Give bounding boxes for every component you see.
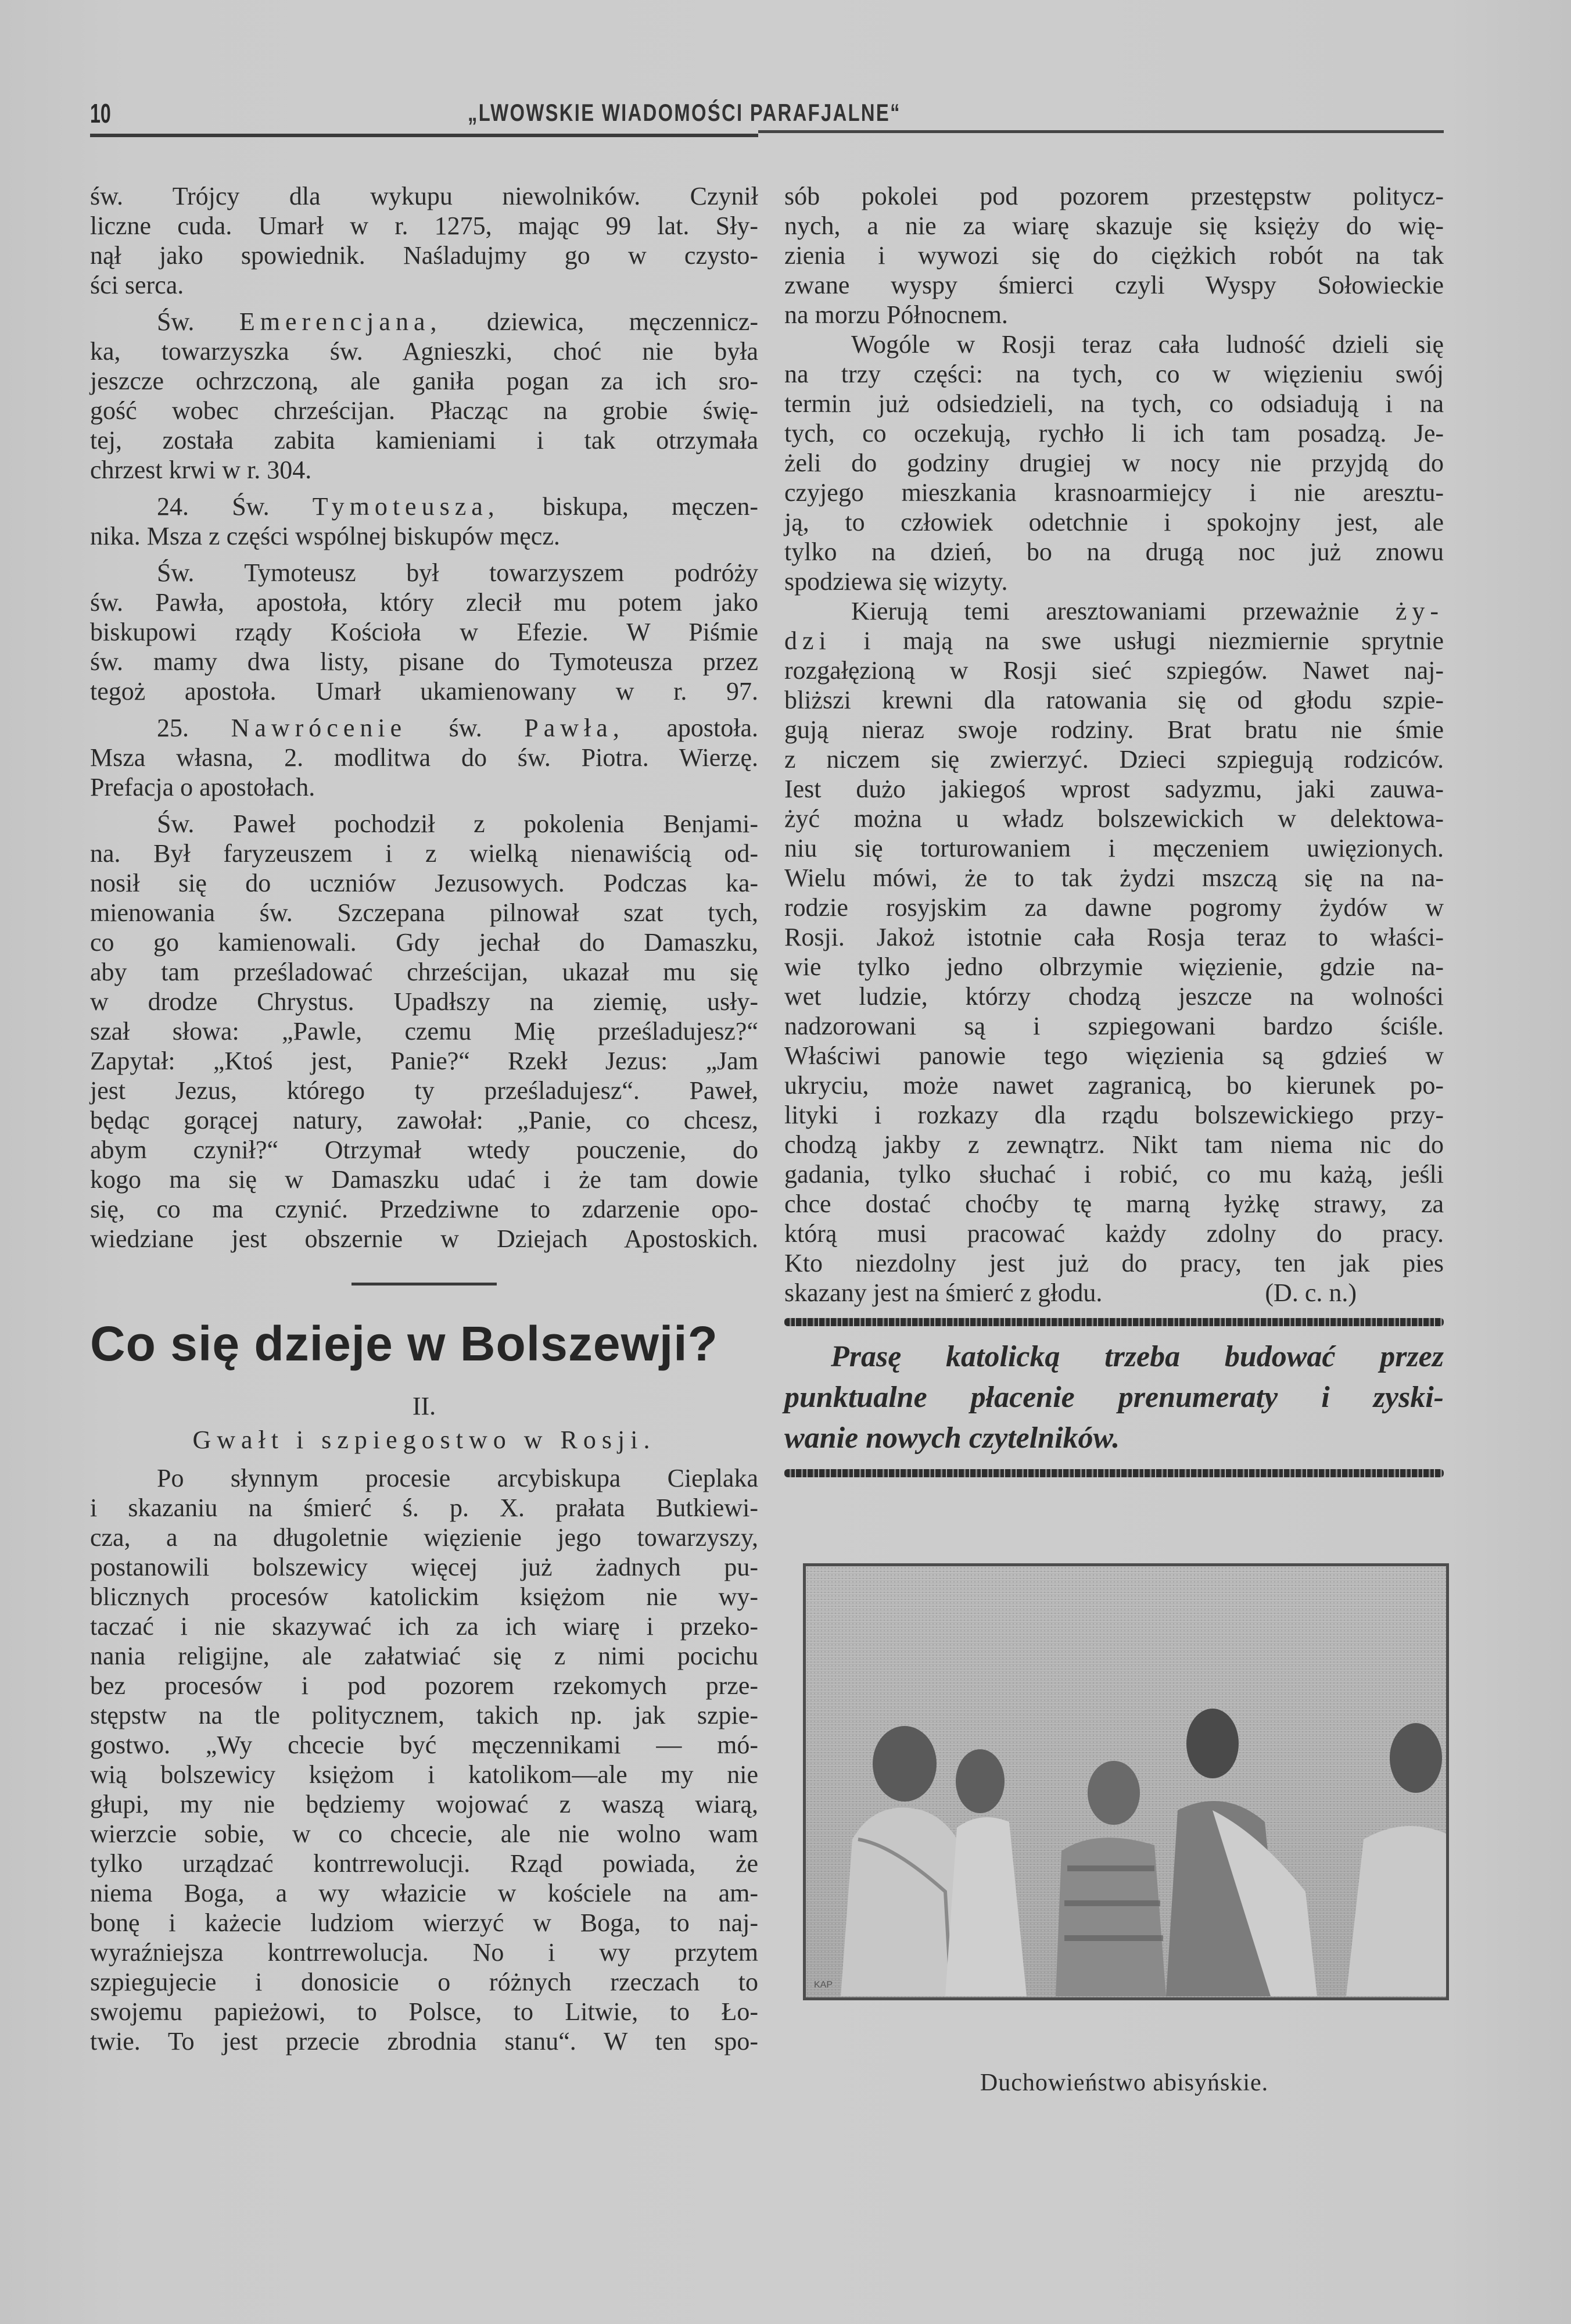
text-line: jeszcze ochrzczoną, ale ganiła pogan za ich sro- — [90, 367, 758, 395]
article-body-right-p3 — [784, 596, 1444, 1308]
text-line: swojemu papieżowi, to Polsce, to Litwie, to Ło- — [90, 1997, 758, 2026]
text-line: niema Boga, a wy włazicie w kościele na am- — [90, 1879, 758, 1907]
right-column — [784, 181, 1444, 1488]
article-subtitle: Gwałt i szpiegostwo w Rosji. — [192, 1426, 656, 1454]
saint-name-spaced: Emerencjana, — [239, 307, 442, 336]
text-line: i skazaniu na śmierć ś. p. X. prałata Butkiewi- — [90, 1494, 758, 1522]
header-rule-left — [90, 134, 758, 137]
text-line: termin już odsiedzieli, na tych, co odsiadują i na — [784, 389, 1444, 418]
article-part-number: II. — [412, 1392, 436, 1420]
text-line: nosił się do uczniów Jezusowych. Podczas ka- — [90, 869, 758, 897]
text-line: punktualne płacenie prenumeraty i zyski- — [784, 1381, 1444, 1414]
text-line: wyraźniejsza kontrrewolucja. No i wy przytem — [90, 1938, 758, 1967]
text-line: wie tylko jedno olbrzymie więzienie, gdzie na- — [784, 952, 1444, 981]
photo-credit: KAP — [814, 1980, 833, 1990]
text-line: taczać i nie skazywać ich za ich wiarę i przeko- — [90, 1612, 758, 1641]
text-line: szpiegujecie i donosicie o różnych rzeczach to — [90, 1968, 758, 1996]
text-line: Św. Paweł pochodził z pokolenia Benjami- — [157, 810, 758, 838]
text-line: blicznych procesów katolickim księżom nie wy- — [90, 1582, 758, 1611]
text-line: będąc gorącej natury, zawołał: „Panie, co chcesz, — [90, 1106, 758, 1134]
text-line: na trzy części: na tych, co w więzieniu swój — [784, 360, 1444, 388]
text-line: nania religijne, ale załatwiać się z nimi pocichu — [90, 1642, 758, 1670]
text-line: chrzest krwi w r. 304. — [90, 456, 312, 484]
text-line: z niczem się zwierzyć. Dzieci szpiegują rodziców. — [784, 745, 1444, 774]
text-line: 24. Św. Tymoteusza, biskupa, męczen- — [157, 492, 759, 521]
feast-name-spaced: Nawrócenie — [231, 714, 407, 742]
text-line: bez procesów i pod pozorem rzekomych prze- — [90, 1671, 758, 1700]
text-line: wią bolszewicy księżom i katolikom—ale my nie — [90, 1760, 758, 1789]
text-line: postanowili bolszewicy więcej już żadnych pu- — [90, 1553, 758, 1581]
paragraph-st-piotr-nolasco-end — [90, 181, 758, 300]
text-line: św. Pawła, apostoła, który zlecił mu potem jako — [90, 588, 758, 617]
text-line: Zapytał: „Ktoś jest, Panie?“ Rzekł Jezus: „Jam — [90, 1047, 758, 1075]
text-line: ka, towarzyszka św. Agnieszki, choć nie była — [90, 337, 758, 366]
text-line: Wogóle w Rosji teraz cała ludność dzieli się — [851, 330, 1444, 359]
text-line: Właściwi panowie tego więzienia są gdzieś w — [784, 1041, 1444, 1070]
text-line: Prefacja o apostołach. — [90, 773, 315, 801]
paragraph-24-st-tymoteusz — [90, 492, 758, 551]
text-line: spodziewa się wizyty. — [784, 567, 1008, 596]
photo-abyssinian-clergy — [803, 1563, 1449, 2000]
text-line: 25. Nawrócenie św. Pawła, apostoła. — [157, 714, 759, 742]
paragraph-25-conversion-of-paul — [90, 713, 758, 802]
article-body-left — [90, 1463, 758, 2056]
text-line: chce dostać choćby tę marną łyżkę strawy, za — [784, 1190, 1444, 1218]
text-line: niu się torturowaniem i męczeniem uwięzionych. — [784, 834, 1444, 862]
text-line: co go kamienowali. Gdy jechał do Damaszku, — [90, 928, 758, 957]
ornamental-rule-top — [784, 1318, 1444, 1326]
text-line: ści serca. — [90, 271, 184, 299]
text-line: tegoż apostoła. Umarł ukamienowany w r. 97. — [90, 677, 758, 706]
text-line: Iest dużo jakiegoś wprost sadyzmu, jaki zauwa- — [784, 775, 1444, 803]
halftone-photo-figures — [806, 1566, 1446, 1997]
text-line: dzi i mają na swe usługi niezmiernie sprytnie — [784, 626, 1444, 655]
text-line: rodzie rosyjskim za dawne pogromy żydów w — [784, 893, 1444, 922]
paragraph-st-emerencjana — [90, 307, 758, 485]
text-line: Prasę katolicką trzeba budować przez — [831, 1340, 1444, 1373]
text-line: stępstw na tle politycznem, takich np. jak szpie- — [90, 1701, 758, 1729]
text-line: się, co ma czynić. Przedziwne to zdarzenie opo- — [90, 1195, 758, 1223]
text-line: tej, została zabita kamieniami i tak otrzymała — [90, 426, 758, 454]
text-line: na morzu Północnem. — [784, 300, 1008, 329]
text-line: sób pokolei pod pozorem przestępstw politycz- — [784, 182, 1444, 210]
section-divider — [351, 1283, 497, 1285]
text-line: czyjego mieszkania krasnoarmiejcy i nie aresztu- — [784, 478, 1444, 507]
text-line: Kierują temi aresztowaniami przeważnie ży- — [851, 597, 1444, 625]
text-line: zienia i wywozi się do ciężkich robót na tak — [784, 241, 1444, 270]
text-line: tych, co oczekują, rychło li ich tam posadzą. Je- — [784, 419, 1444, 447]
subscription-appeal — [784, 1337, 1444, 1459]
text-line: jest Jezus, którego ty prześladujesz“. Paweł, — [90, 1076, 758, 1105]
article-body-right-p1 — [784, 181, 1444, 330]
text-line: ukryciu, może nawet zagranicą, bo kierunek po- — [784, 1071, 1444, 1100]
text-line: cza, a na długoletnie więzienie jego towarzyszy, — [90, 1523, 758, 1552]
text-line: wierzcie sobie, w co chcecie, ale nie wolno wam — [90, 1820, 758, 1848]
text-line: bonę i każecie ludziom wierzyć w Boga, to naj- — [90, 1908, 758, 1937]
text-line: św. Trójcy dla wykupu niewolników. Czynił — [90, 182, 758, 210]
text-line: skazany jest na śmierć z głodu. (D. c. n.) — [784, 1279, 1357, 1307]
text-line: aby tam prześladować chrześcijan, ukazał mu się — [90, 958, 758, 986]
text-line: lityki i rozkazy dla rządu bolszewickiego przy- — [784, 1101, 1444, 1129]
text-line: mienowania św. Szczepana pilnował szat tych, — [90, 898, 758, 927]
text-line: liczne cuda. Umarł w r. 1275, mając 99 lat. Sły- — [90, 212, 758, 240]
text-line: szał słowa: „Pawle, czemu Mię prześladujesz?“ — [90, 1017, 758, 1045]
text-line: Św. Tymoteusz był towarzyszem podróży — [157, 558, 758, 587]
text-line: tylko na dzień, bo na drugą noc już znowu — [784, 538, 1444, 566]
photo-caption: Duchowieństwo abisyńskie. — [980, 2069, 1269, 2096]
text-line: twie. To jest przecie zbrodnia stanu“. W ten spo- — [90, 2027, 758, 2056]
text-line: Po słynnym procesie arcybiskupa Cieplaka — [157, 1464, 758, 1492]
page-number: 10 — [90, 98, 111, 128]
text-line: ją, to człowiek odetchnie i spokojny jest, ale — [784, 508, 1444, 536]
text-line: Msza własna, 2. modlitwa do św. Piotra. Wierzę. — [90, 743, 758, 772]
text-line: biskupowi rządy Kościoła w Efezie. W Piśmie — [90, 618, 758, 646]
paragraph-tymoteusz-bio — [90, 558, 758, 706]
ornamental-rule-bottom — [784, 1469, 1444, 1477]
text-line: na. Był faryzeuszem i z wielką nienawiścią od- — [90, 839, 758, 868]
text-line: wanie nowych czytelników. — [784, 1421, 1120, 1455]
text-line: gadania, tylko słuchać i robić, co mu każą, jeśli — [784, 1160, 1444, 1188]
text-line: którą musi pracować każdy zdolny do pracy. — [784, 1219, 1444, 1248]
text-line: Wielu mówi, że to tak żydzi mszczą się na na- — [784, 864, 1444, 892]
paragraph-paul-bio — [90, 809, 758, 1254]
text-line: głupi, my nie będziemy wojować z waszą wiarą, — [90, 1790, 758, 1818]
text-line: św. mamy dwa listy, pisane do Tymoteusza przez — [90, 647, 758, 676]
text-line: kogo ma się w Damaszku udać i że tam dowie — [90, 1165, 758, 1194]
text-line: bliższi krewni dla ratowania się od głodu szpie- — [784, 686, 1444, 714]
saint-name-spaced: Pawła, — [524, 714, 625, 742]
to-be-continued: (D. c. n.) — [1265, 1279, 1357, 1307]
journal-title: „LWOWSKIE WIADOMOŚCI PARAFJALNE“ — [468, 99, 901, 126]
text-line: nadzorowani są i szpiegowani bardzo ściśle. — [784, 1012, 1444, 1040]
running-header — [90, 98, 1444, 138]
saint-name-spaced: Tymoteusza, — [312, 492, 500, 521]
article-title: Co się dzieje w Bolszewji? — [90, 1316, 718, 1371]
text-line: rozgałęzioną w Rosji sieć szpiegów. Nawet naj- — [784, 656, 1444, 685]
text-line: nych, a nie za wiarę skazuje się księży do wię- — [784, 212, 1444, 240]
text-line: gość wobec chrześcijan. Płacząc na grobie świę- — [90, 396, 758, 425]
text-line: wet ludzie, którzy chodzą jeszcze na wolności — [784, 982, 1444, 1011]
text-line: nika. Msza z części wspólnej biskupów męcz. — [90, 522, 560, 550]
text-line: Kto niezdolny jest już do pracy, ten jak pies — [784, 1249, 1444, 1277]
text-line: Św. Emerencjana, dziewica, męczennicz- — [157, 307, 758, 336]
text-line: Rosji. Jakoż istotnie cała Rosja teraz to właści- — [784, 923, 1444, 951]
text-line: tylko urządzać kontrrewolucji. Rząd powiada, że — [90, 1849, 758, 1878]
text-line: nął jako spowiednik. Naśladujmy go w czysto- — [90, 241, 758, 270]
header-rule-right — [758, 130, 1444, 133]
left-column — [90, 181, 758, 2056]
text-line: żyć można u władz bolszewickich w delektowa- — [784, 804, 1444, 833]
text-line: zwane wyspy śmierci czyli Wyspy Sołowieckie — [784, 271, 1444, 299]
article-body-right-p2 — [784, 330, 1444, 596]
text-line: w drodze Chrystus. Upadłszy na ziemię, usły- — [90, 987, 758, 1016]
text-line: wiedziane jest obszernie w Dziejach Apostoskich. — [90, 1224, 758, 1253]
text-line: gostwo. „Wy chcecie być męczennikami — mó- — [90, 1731, 758, 1759]
text-line: chodzą jakby z zewnątrz. Nikt tam niema nic do — [784, 1130, 1444, 1159]
text-line: abym czynił?“ Otrzymał wtedy pouczenie, do — [90, 1136, 758, 1164]
text-line: żeli do godziny drugiej w nocy nie przyjdą do — [784, 449, 1444, 477]
text-line: gują nieraz swoje rodziny. Brat bratu nie śmie — [784, 715, 1444, 744]
